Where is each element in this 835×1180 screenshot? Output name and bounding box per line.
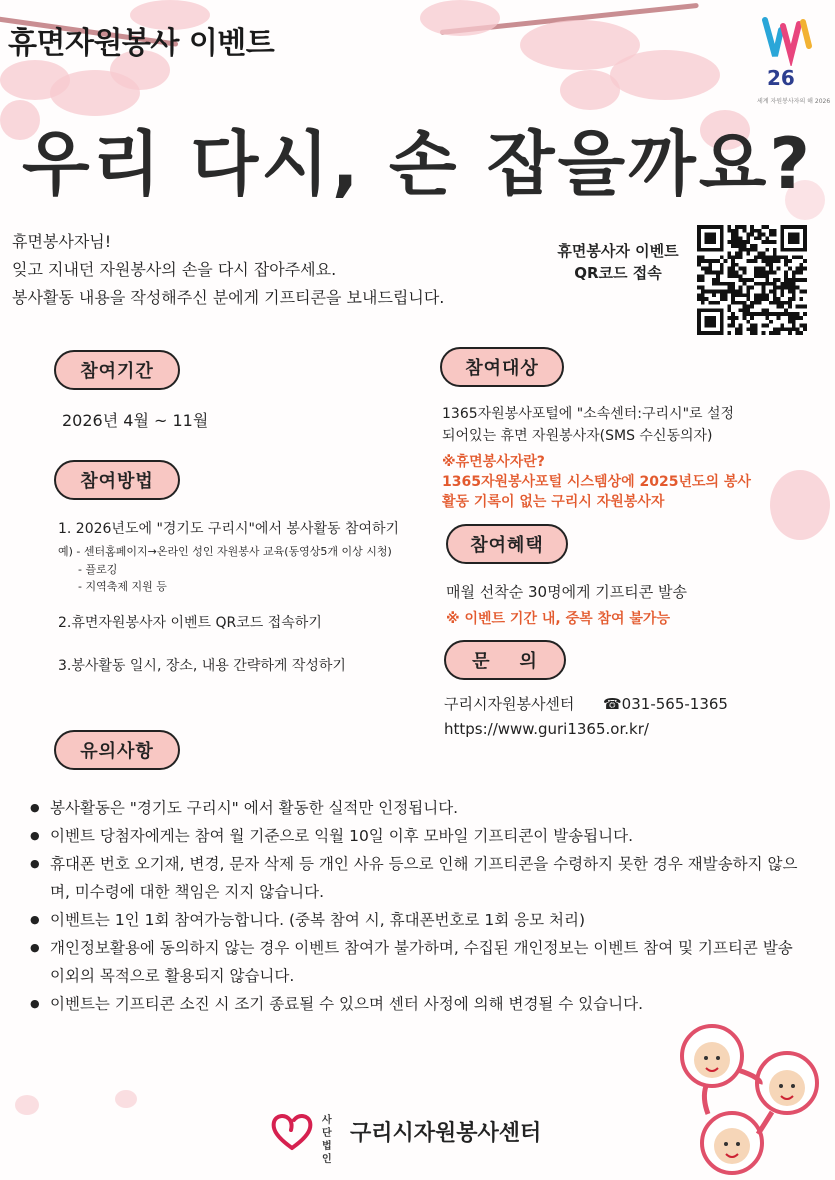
benefit-label: 참여혜택 xyxy=(446,524,568,564)
logo-small-text: 세계 자원봉사자의 해 2026 xyxy=(757,98,831,105)
target-line: 되어있는 휴면 자원봉사자(SMS 수신동의자) xyxy=(442,428,713,444)
period-label: 참여기간 xyxy=(54,350,180,390)
intro-line: 봉사활동 내용을 작성해주신 분에게 기프티콘을 보내드립니다. xyxy=(12,288,445,307)
list-item: ● 이벤트는 1인 1회 참여가능합니다. (중복 참여 시, 휴대폰번호로 1회 응모 처리) xyxy=(30,906,810,934)
notes-label: 유의사항 xyxy=(54,730,180,770)
period-value: 2026년 4월 ~ 11월 xyxy=(62,411,209,430)
qr-caption-line: 휴면봉사자 이벤트 xyxy=(557,242,679,260)
list-item: ● 이벤트는 기프티콘 소진 시 조기 종료될 수 있으며 센터 사정에 의해 변경될 수 있습니다. xyxy=(30,990,810,1018)
contact-url-link[interactable]: https://www.guri1365.or.kr/ xyxy=(444,720,649,738)
benefit-line: 매월 선착순 30명에게 기프티콘 발송 xyxy=(446,583,688,601)
contact-label: 문 의 xyxy=(444,640,566,680)
method-label: 참여방법 xyxy=(54,460,180,500)
footer-small-line: 법인 xyxy=(322,1141,332,1165)
target-note-line: 활동 기록이 없는 구리시 자원봉사자 xyxy=(442,494,665,510)
headline: 우리 다시, 손 잡을까요? xyxy=(22,123,813,205)
qr-caption-line: QR코드 접속 xyxy=(574,264,662,282)
qr-code-icon[interactable] xyxy=(697,225,807,335)
method-step-1: 1. 2026년도에 "경기도 구리시"에서 봉사활동 참여하기 xyxy=(58,521,400,537)
mascot-illustration-icon xyxy=(662,1018,832,1178)
method-example: - 플로깅 xyxy=(78,563,118,576)
intro-line: 잊고 지내던 자원봉사의 손을 다시 잡아주세요. xyxy=(12,260,337,279)
event-logo xyxy=(755,10,831,110)
footer-small-line: 사단 xyxy=(322,1115,332,1139)
method-example: - 지역축제 지원 등 xyxy=(78,580,167,593)
method-example: 예) - 센터홈페이지→온라인 성인 자원봉사 교육(동영상5개 이상 시청) xyxy=(58,545,392,558)
heart-logo-icon xyxy=(270,1112,314,1152)
qr-caption xyxy=(548,240,688,284)
benefit-note: ※ 이벤트 기간 내, 중복 참여 불가능 xyxy=(446,611,670,627)
target-note-line: 1365자원봉사포털 시스템상에 2025년도의 봉사 xyxy=(442,474,751,490)
footer-org-name: 구리시자원봉사센터 xyxy=(350,1121,542,1146)
intro-line: 휴면봉사자님! xyxy=(12,232,112,251)
target-line: 1365자원봉사포털에 "소속센터:구리시"로 설정 xyxy=(442,406,735,422)
target-note-title: ※휴면봉사자란? xyxy=(442,454,545,470)
list-item: ● 봉사활동은 "경기도 구리시" 에서 활동한 실적만 인정됩니다. xyxy=(30,794,810,822)
list-item: ● 휴대폰 번호 오기재, 변경, 문자 삭제 등 개인 사유 등으로 인해 기프티콘을 수령하지 못한 경우 재발송하지 않으며, 미수령에 대한 책임은 지지 않습니다. xyxy=(30,850,810,906)
method-step-2: 2.휴면자원봉사자 이벤트 QR코드 접속하기 xyxy=(58,615,322,631)
event-title: 휴면자원봉사 이벤트 xyxy=(8,26,275,61)
logo-number: 26 xyxy=(767,66,795,90)
target-label: 참여대상 xyxy=(440,347,564,387)
contact-phone[interactable]: ☎031-565-1365 xyxy=(603,695,728,713)
volunteer-year-logo-icon xyxy=(759,16,815,66)
notes-list xyxy=(30,794,810,1018)
list-item: ● 개인정보활용에 동의하지 않는 경우 이벤트 참여가 불가하며, 수집된 개인정보는 이벤트 참여 및 기프티콘 발송 이외의 목적으로 활용되지 않습니다. xyxy=(30,934,810,990)
intro-text xyxy=(12,228,444,312)
footer-org-type xyxy=(322,1114,332,1166)
list-item: ● 이벤트 당첨자에게는 참여 월 기준으로 익월 10일 이후 모바일 기프티콘이 발송됩니다. xyxy=(30,822,810,850)
contact-org: 구리시자원봉사센터 xyxy=(444,695,575,713)
method-step-3: 3.봉사활동 일시, 장소, 내용 간략하게 작성하기 xyxy=(58,658,346,674)
